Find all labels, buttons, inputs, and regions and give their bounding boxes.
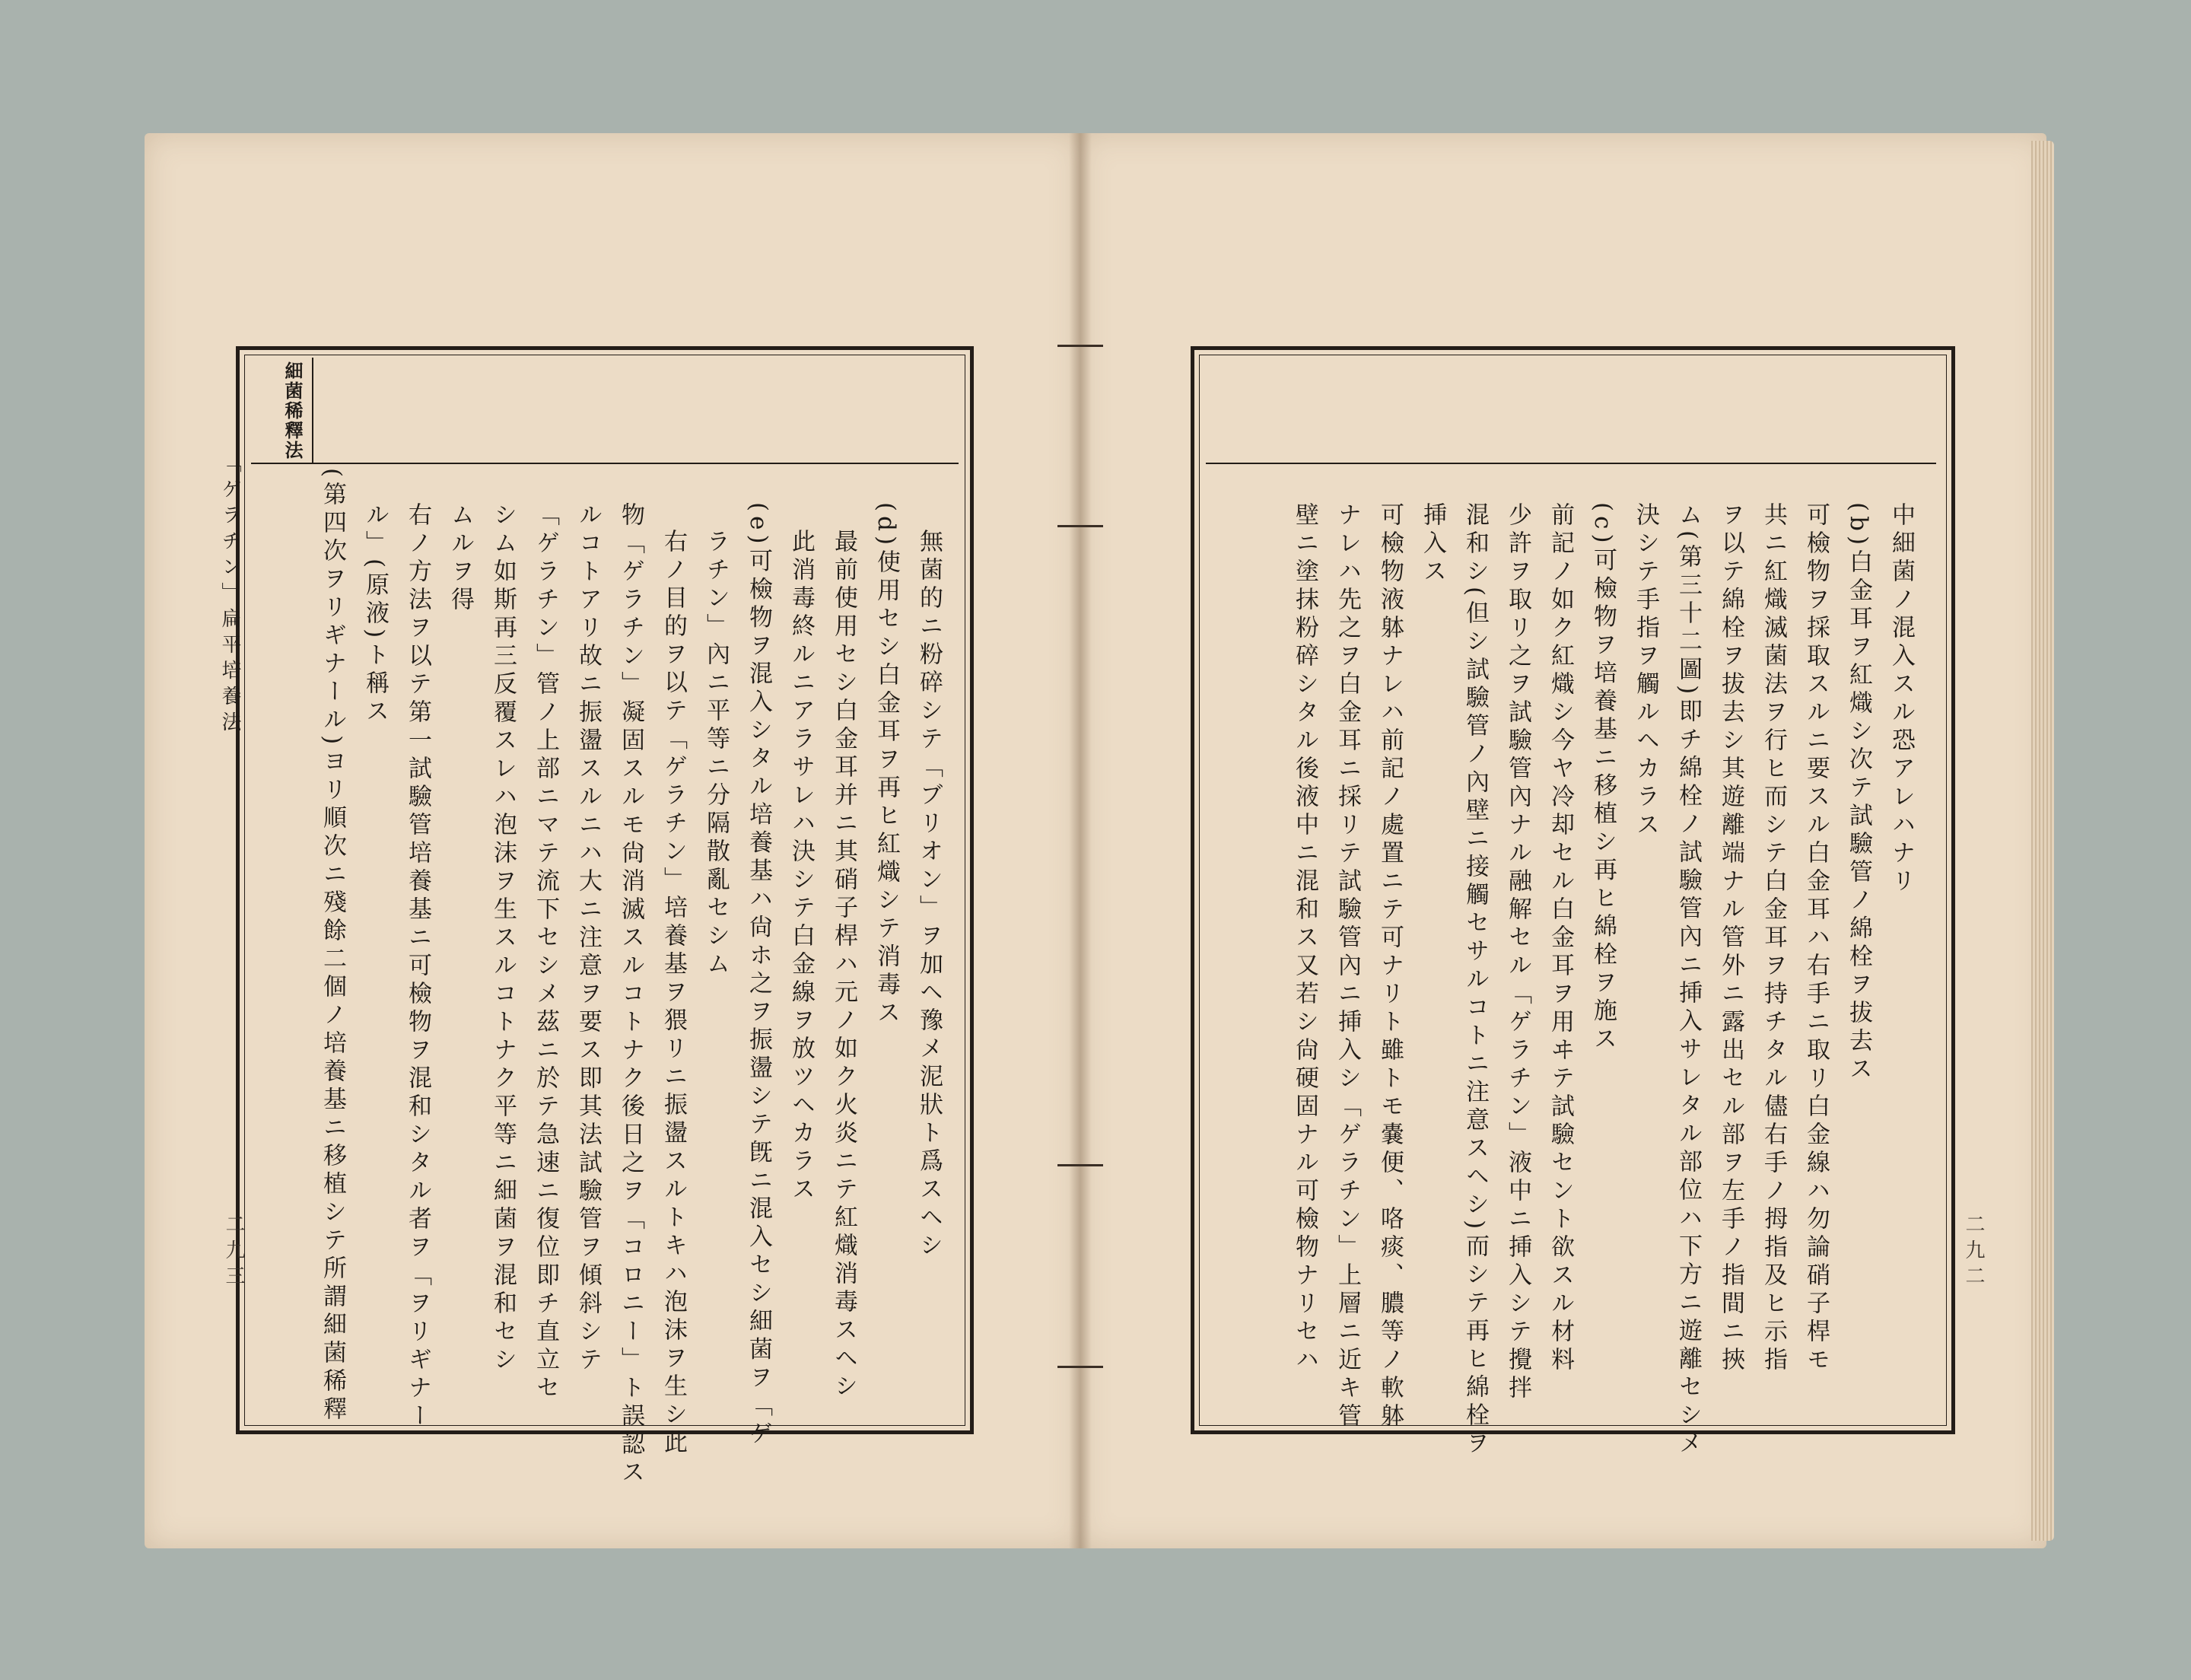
text-column: (d)使用セシ白金耳ヲ再ヒ紅熾シテ消毒ス [873, 502, 900, 1029]
text-column: 「ゲラチン」管ノ上部ニマテ流下セシメ茲ニ於テ急速ニ復位即チ直立セ [532, 502, 559, 1403]
text-column: 挿入ス [1419, 502, 1446, 587]
text-column: 可檢物ヲ採取スルニ要スル白金耳ハ右手ニ取リ白金線ハ勿論硝子桿モ [1802, 502, 1830, 1375]
left-header-divider [312, 358, 313, 464]
text-column: (c)可檢物ヲ培養基ニ移植シ再ヒ綿栓ヲ施ス [1589, 502, 1617, 1055]
text-column: ヲ以テ綿栓ヲ拔去シ其遊離端ナル管外ニ露出セル部ヲ左手ノ指間ニ挾 [1717, 502, 1744, 1375]
text-column: (b)白金耳ヲ紅熾シ次テ試驗管ノ綿栓ヲ拔去ス [1845, 502, 1872, 1085]
binding-stitch [1057, 1164, 1103, 1166]
text-column: (第四次ヲリギナール)ヨリ順次ニ殘餘二個ノ培養基ニ移植シテ所謂細菌稀釋 [319, 468, 346, 1425]
text-column: 可檢物液躰ナレハ前記ノ處置ニテ可ナリト雖トモ嚢便、咯痰、膿等ノ軟躰 [1376, 502, 1404, 1431]
text-column: (e)可檢物ヲ混入シタル培養基ハ尙ホ之ヲ振盪シテ旣ニ混入セシ細菌ヲ「ゲ [745, 502, 772, 1449]
open-book [137, 126, 2054, 1564]
text-column: 最前使用セシ白金耳并ニ其硝子桿ハ元ノ如ク火炎ニテ紅熾消毒スヘシ [830, 529, 857, 1402]
page-number: 二九二 [1962, 1214, 1985, 1291]
text-column: 物「ゲラチン」凝固スルモ尙消滅スルコトナク後日之ヲ「コロニー」ト誤認ス [617, 502, 644, 1488]
text-column: 少許ヲ取リ之ヲ試驗管內ナル融解セル「ゲラチン」液中ニ挿入シテ攪拌 [1504, 502, 1531, 1403]
page-edges [2031, 141, 2054, 1541]
text-column: 無菌的ニ粉碎シテ「ブリオン」ヲ加ヘ豫メ泥狀ト爲スヘシ [915, 529, 943, 1261]
binding-stitch [1057, 345, 1103, 347]
text-column: ルコトアリ故ニ振盪スルニハ大ニ注意ヲ要ス即其法試驗管ヲ傾斜シテ [574, 502, 602, 1375]
section-label: 細菌稀釋法 [281, 361, 304, 460]
text-column: 壁ニ塗抹粉碎シタル後液中ニ混和ス又若シ尙硬固ナル可檢物ナリセハ [1291, 502, 1318, 1375]
text-column: 右ノ目的ヲ以テ「ゲラチン」培養基ヲ猥リニ振盪スルトキハ泡沫ヲ生シ此 [660, 529, 687, 1458]
text-column: ムルヲ得 [447, 502, 474, 615]
binding-stitch [1057, 525, 1103, 527]
text-column: ナレハ先之ヲ白金耳ニ採リテ試驗管內ニ挿入シ「ゲラチン」上層ニ近キ管 [1334, 502, 1361, 1431]
text-column: 右ノ方法ヲ以テ第一試驗管培養基ニ可檢物ヲ混和シタル者ヲ「ヲリギナー [404, 502, 431, 1431]
text-column: 決シテ手指ヲ觸ルヘカラス [1632, 502, 1659, 840]
text-column: シム如斯再三反覆スレハ泡沫ヲ生スルコトナク平等ニ細菌ヲ混和セシ [489, 502, 517, 1375]
text-column: 前記ノ如ク紅熾シ今ヤ冷却セル白金耳ヲ用ヰテ試驗セント欲スル材料 [1547, 502, 1574, 1375]
left-header-rule [251, 463, 959, 464]
page-number: 二九三 [222, 1214, 245, 1291]
text-column: ラチン」內ニ平等ニ分隔散亂セシム [702, 529, 730, 979]
binding-stitch [1057, 1366, 1103, 1368]
text-column: 共ニ紅熾滅菌法ヲ行ヒ而シテ白金耳ヲ持チタル儘右手ノ拇指及ヒ示指 [1760, 502, 1787, 1375]
right-header-rule [1206, 463, 1936, 464]
text-column: 混和シ(但シ試驗管ノ內壁ニ接觸セサルコトニ注意スヘシ)而シテ再ヒ綿栓ヲ [1461, 502, 1489, 1459]
text-column: ム(第三十二圖)即チ綿栓ノ試驗管內ニ挿入サレタル部位ハ下方ニ遊離セシメ [1674, 502, 1702, 1459]
text-column: ル」(原液)ト稱ス [361, 502, 389, 727]
running-head: 「ゲラチン」扁平培養法 [218, 453, 241, 737]
text-column: 此消毒終ルニアラサレハ決シテ白金線ヲ放ツヘカラス [787, 529, 815, 1204]
text-column: 中細菌ノ混入スル恐アレハナリ [1887, 502, 1915, 896]
